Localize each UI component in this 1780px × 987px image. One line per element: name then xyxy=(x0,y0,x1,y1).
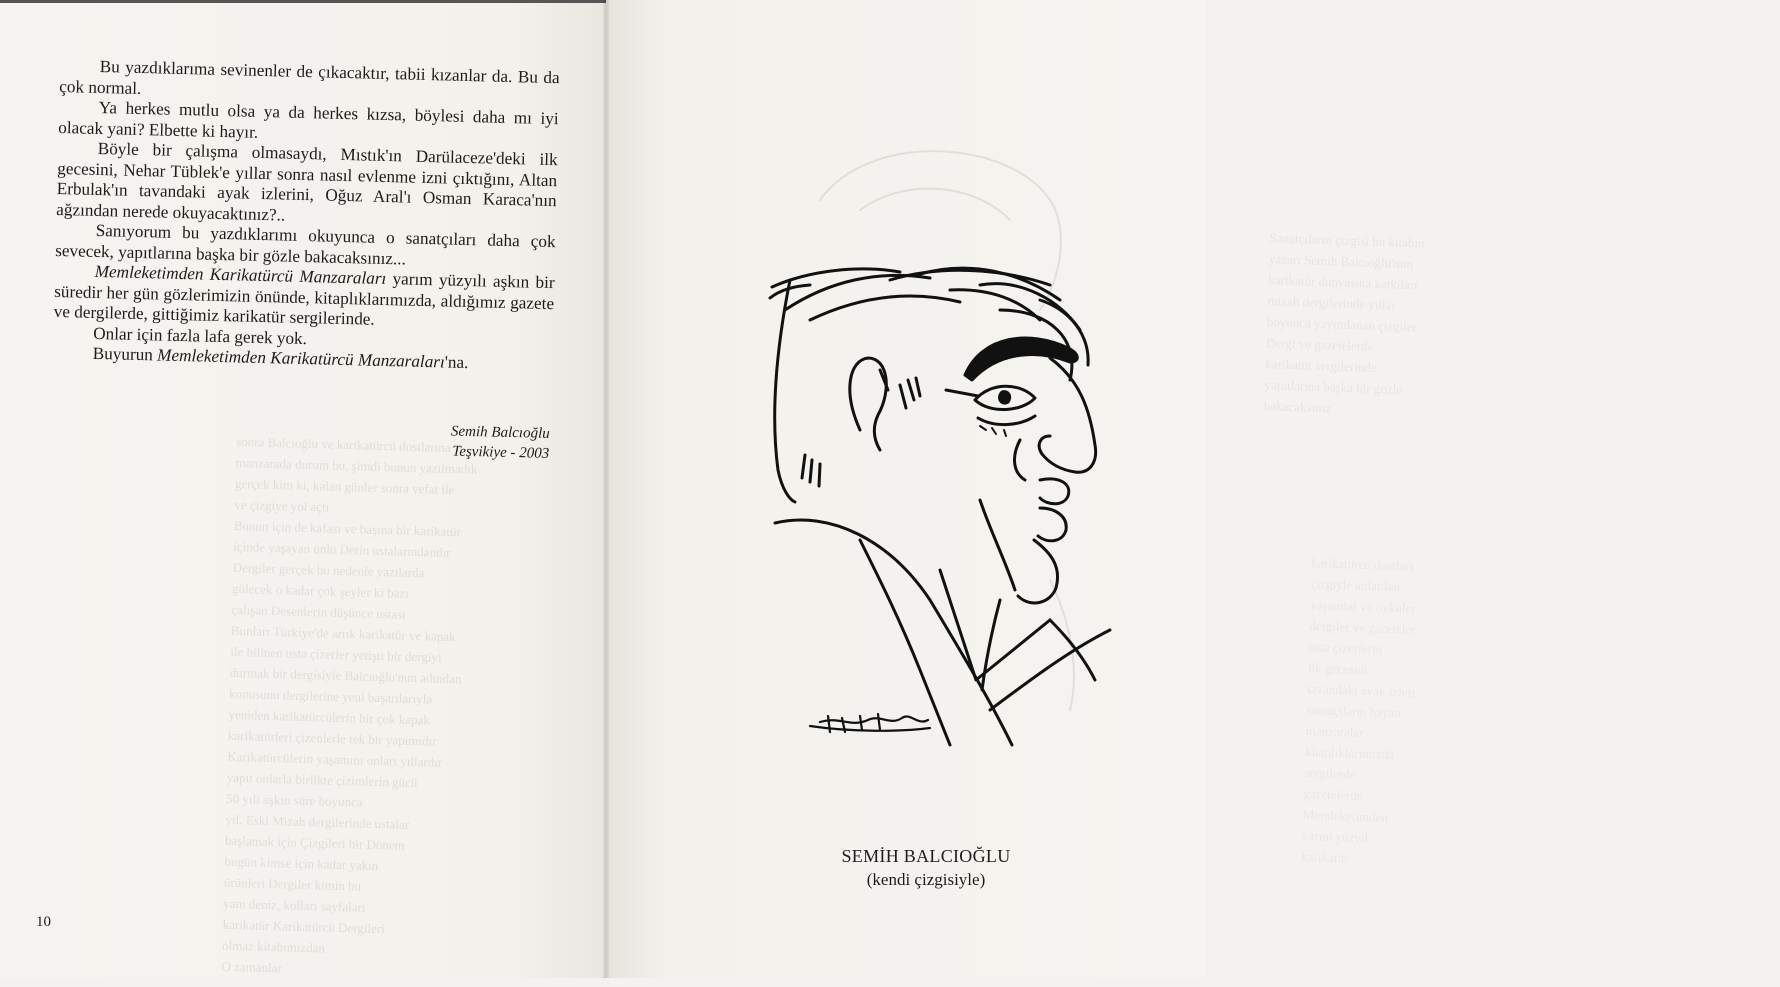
bleed-through-line: yanı deniz, kolları sayfaları xyxy=(223,895,366,915)
bleed-through-line: Memleketimden xyxy=(1302,806,1389,825)
bleed-through-line: Karikatürcülerin yaşamını onları yıllardır xyxy=(227,748,443,770)
bleed-through-line: Bunları Türkiye'de artık karikatür ve kapak xyxy=(230,622,456,645)
bleed-through-line: çizgiyle anlatılan xyxy=(1310,576,1401,595)
signature-name: Semih Balcıoğlu xyxy=(450,423,550,442)
bleed-through-line: tavandaki ayak izleri xyxy=(1307,680,1416,700)
bleed-through-line: kitaplıklarımızda xyxy=(1304,743,1395,763)
signature-place-date: Teşvikiye - 2003 xyxy=(452,443,550,462)
page-number: 10 xyxy=(36,914,51,930)
preface-paragraph xyxy=(56,138,558,232)
paragraph-text: Bu yazdıklarıma sevinenler de çıkacaktır, tabii kızanlar da. Bu da çok normal. xyxy=(59,56,560,98)
bleed-through-line: çalışan Desenlerin düşünce ustası xyxy=(231,601,407,622)
bleed-through-line: karikatür xyxy=(1301,848,1349,866)
top-edge-shadow xyxy=(0,0,606,3)
paragraph-text: Buyurun xyxy=(92,343,158,365)
bleed-through-line: yeniden karikatürcülerin bir çok kapak xyxy=(228,706,431,728)
bleed-through-line: karikatürcü dostları xyxy=(1311,555,1414,574)
bleed-through-line: sergilerde xyxy=(1304,764,1356,782)
bleed-through-line: gerçek kim ki, kalan günler sonra vefat ile xyxy=(234,475,455,498)
bleed-through-line: yapıt onlarla birlikte çizimlerin gücü xyxy=(226,769,418,791)
paragraph-text: Böyle bir çalışma olmasaydı, Mıstık'ın Darülaceze'deki ilk gecesini, Nehar Tüblek'e yıllar sonra nasıl evlenme izni çıktığını, Altan Erbulak'ın tavandaki ayak izlerini, Oğuz Aral'ı Osman Karaca'nın ağzından nerede okuyacaktınız?.. xyxy=(56,138,558,225)
bleed-through-line: sonra Balcıoğlu ve karikatürcü dostlarına xyxy=(235,433,451,455)
bleed-through-line: olmaz kitabımızdan xyxy=(221,937,326,956)
paragraph-text: Sanıyorum bu yazdıklarımı okuyunca o sanatçıları daha çok sevecek, yapıtlarına başka bir gözle bakacaksınız... xyxy=(55,220,556,269)
bleed-through-line: Dergiler gerçek bu nedenle yazılarda xyxy=(232,559,425,581)
bleed-through-line: Dergi ve gazetelerde xyxy=(1265,335,1374,354)
left-page xyxy=(0,0,606,978)
bleed-through-line: sanatçıların hayatı xyxy=(1306,701,1402,721)
nose xyxy=(1042,358,1096,472)
book-title-italic: Memleketimden Karikatürcü Manzaraları xyxy=(156,345,446,372)
bleed-through-line: ilk gecesini xyxy=(1307,660,1368,678)
bleed-through-line: yaşamlar ve öyküler xyxy=(1309,597,1416,616)
paragraph-text: Ya herkes mutlu olsa ya da herkes kızsa, böylesi daha mı iyi olacak yani? Elbette ki hayır. xyxy=(58,97,559,142)
bleed-through-line: karikatür sergilerinde xyxy=(1265,356,1377,375)
artist-signature-scribble xyxy=(810,714,930,732)
lower-lip xyxy=(1038,508,1066,541)
author-signature xyxy=(389,420,550,464)
bleed-through-line: usta çizerlerin xyxy=(1308,639,1383,657)
bleed-through-line: gülecek o kadar çok şeyler ki bazı xyxy=(231,580,410,601)
paragraph-text: Onlar için fazla lafa gerek yok. xyxy=(93,323,308,348)
bleed-through-line: bugün kimse için kadar yakın xyxy=(224,853,379,874)
bleed-through-line: gazetelerde xyxy=(1303,785,1364,803)
caption-subtitle: (kendi çizgisiyle) xyxy=(866,870,986,889)
bleed-through-text-right-lower xyxy=(1300,552,1772,908)
bleed-through-line: durmak bir dergisiyle Balcıoğlu'nun adından xyxy=(229,664,462,687)
bleed-through-line: manzarada durum bu, şimdi bunun yazılmadık xyxy=(235,454,478,477)
caption-name: SEMİH BALCIOĞLU xyxy=(841,846,1011,866)
bleed-through-line: yıl. Eski Mizah dergilerinde ustalar xyxy=(225,811,410,832)
back-of-head xyxy=(775,280,795,502)
bleed-through-line: karikatürleri çizenlerle tek bir yapımıdır xyxy=(227,727,437,749)
throat xyxy=(982,600,1000,690)
bleed-through-text-right xyxy=(1262,227,1780,475)
bleed-through-line: başlamak için Çizgileri bir Dönem xyxy=(224,832,405,853)
shoulder-line xyxy=(775,520,1012,745)
bleed-through-line: O zamanlar xyxy=(221,958,283,976)
self-caricature-drawing xyxy=(750,240,1120,760)
bleed-through-line: mizah dergilerinde yıllar xyxy=(1267,293,1397,313)
chin xyxy=(1018,540,1058,603)
bleed-through-line: karikatür dünyasına katkıları xyxy=(1268,272,1418,293)
bleed-through-line: manzaralar xyxy=(1305,722,1364,740)
bleed-through-line: ve çizgiye yol açtı xyxy=(234,496,330,515)
paragraph-text: 'na. xyxy=(444,352,469,373)
preface-text xyxy=(52,56,559,376)
paragraph-text: yarım yüzyılı aşkın bir süredir her gün gözlerimizin önünde, kitaplıklarımızda, aldığımız gazete ve dergilerde, gittiğimiz karikatür sergilerinde. xyxy=(53,269,555,329)
upper-lip xyxy=(1040,479,1069,504)
eyebrow xyxy=(965,338,1077,380)
bleed-through-line: ile bilinen usta çizerler yetişti bir dergiyi xyxy=(230,643,442,665)
bleed-through-line: karikatür Karikatürcü Dergileri xyxy=(222,916,386,937)
bleed-through-line: Bunun için de kafası ve başına bir karikatür xyxy=(233,517,462,540)
bleed-through-line: ürünleri Dergiler kimin bu xyxy=(223,874,362,894)
bleed-through-line: yapıtlarına başka bir gözle xyxy=(1264,377,1403,397)
caricature-caption xyxy=(806,844,1046,892)
bleed-through-line: yazarı Semih Balcıoğlu'nun xyxy=(1268,251,1414,272)
bleed-through-line: yarım yüzyıl xyxy=(1301,827,1369,846)
book-title-italic: Memleketimden Karikatürcü Manzaraları xyxy=(94,261,387,289)
bleed-through-line: içinde yaşayan ünlü Derin ustalarındandır xyxy=(233,538,451,560)
hair-strokes xyxy=(770,268,1088,380)
bleed-through-line: dergiler ve gazeteler xyxy=(1309,618,1416,637)
bleed-through-line: konusunu dergilerine yeni başarılarıyla xyxy=(228,685,433,707)
bleed-through-line: bakacaksınız xyxy=(1263,398,1332,416)
bleed-through-line: Sanatçıların çizgisi bu kitabın xyxy=(1269,230,1425,251)
bleed-through-line: boyunca yayımlanan çizgiler xyxy=(1266,314,1418,335)
bleed-through-text-left xyxy=(221,431,607,976)
book-gutter xyxy=(603,0,609,978)
bleed-through-line: 50 yılı aşkın süre boyunca xyxy=(226,790,363,810)
